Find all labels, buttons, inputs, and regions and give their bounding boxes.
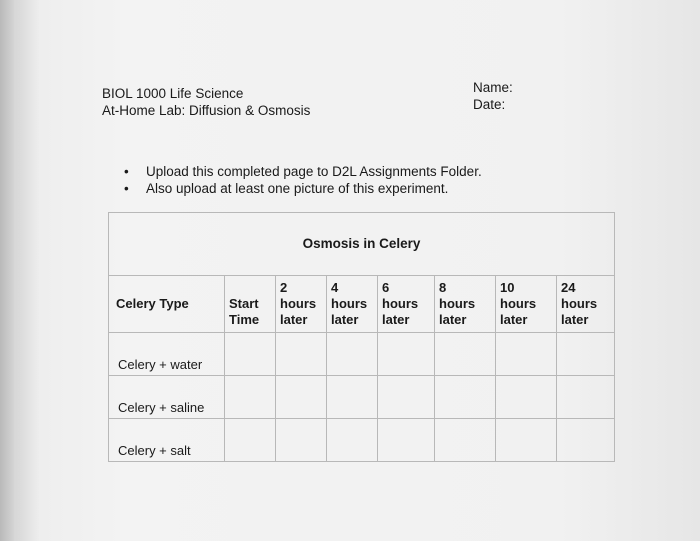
data-cell — [276, 419, 327, 462]
time-header-24h: 24 hours later — [557, 276, 615, 333]
instruction-list — [120, 163, 482, 197]
course-title: BIOL 1000 Life Science — [102, 86, 244, 101]
table-title: Osmosis in Celery — [109, 213, 615, 276]
data-cell — [378, 419, 435, 462]
data-cell — [327, 376, 378, 419]
data-cell — [435, 333, 496, 376]
data-cell — [496, 376, 557, 419]
data-cell — [276, 333, 327, 376]
osmosis-data-table — [108, 212, 615, 462]
table-row — [109, 376, 615, 419]
data-cell — [225, 419, 276, 462]
data-cell — [557, 376, 615, 419]
date-label: Date: — [473, 97, 506, 112]
data-cell — [557, 333, 615, 376]
time-header-4h: 4 hours later — [327, 276, 378, 333]
time-header-6h: 6 hours later — [378, 276, 435, 333]
data-cell — [378, 376, 435, 419]
instruction-item: • Upload this completed page to D2L Assignments Folder. — [120, 163, 482, 180]
name-label: Name: — [473, 80, 513, 95]
time-header-2h: 2 hours later — [276, 276, 327, 333]
time-header-8h: 8 hours later — [435, 276, 496, 333]
data-cell — [557, 419, 615, 462]
celery-type-header: Celery Type — [109, 276, 225, 333]
data-cell — [496, 333, 557, 376]
time-header-10h: 10 hours later — [496, 276, 557, 333]
table-row — [109, 333, 615, 376]
data-cell — [496, 419, 557, 462]
lab-title: At-Home Lab: Diffusion & Osmosis — [102, 103, 311, 118]
document-header — [102, 85, 310, 119]
time-header-start: Start Time — [225, 276, 276, 333]
data-cell — [435, 419, 496, 462]
data-cell — [276, 376, 327, 419]
table-header-row — [109, 276, 615, 333]
data-cell — [327, 419, 378, 462]
page-edge-shadow — [0, 0, 14, 541]
row-label-saline: Celery + saline — [109, 376, 225, 419]
data-cell — [225, 376, 276, 419]
row-label-salt: Celery + salt — [109, 419, 225, 462]
data-cell — [378, 333, 435, 376]
student-info — [473, 79, 513, 113]
data-cell — [327, 333, 378, 376]
table-row — [109, 419, 615, 462]
row-label-water: Celery + water — [109, 333, 225, 376]
data-cell — [435, 376, 496, 419]
instruction-item: • Also upload at least one picture of this experiment. — [120, 180, 482, 197]
data-cell — [225, 333, 276, 376]
